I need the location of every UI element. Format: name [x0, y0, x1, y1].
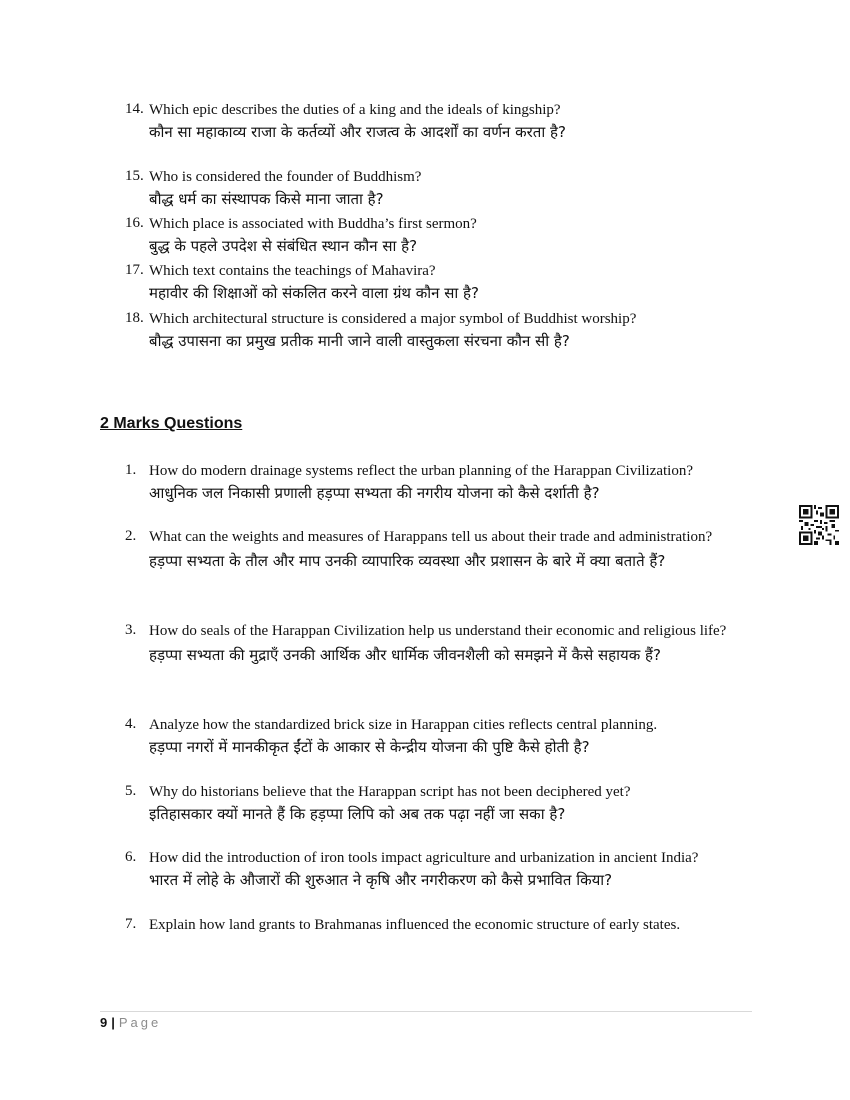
question-text-en: Analyze how the standardized brick size in Harappan cities reflects central planning. — [149, 717, 658, 733]
question-text-hi: कौन सा महाकाव्य राजा के कर्तव्यों और राजत्व के आदर्शों का वर्णन करता है? — [149, 123, 566, 141]
question-text-hi: इतिहासकार क्यों मानते हैं कि हड़प्पा लिपि को अब तक पढ़ा नहीं जा सका है? — [149, 805, 566, 823]
question-2m-4: 4. Analyze how the standardized brick size in Harappan cities reflects central planning. हड़प्पा नगरों में मानकीकृत ईंटों के आकार से केन्द्रीय योजना की पुष्टि कैसे होती है? — [149, 716, 749, 759]
question-text-hi: आधुनिक जल निकासी प्रणाली हड़प्पा सभ्यता की नगरीय योजना को कैसे दर्शाती है? — [149, 484, 600, 502]
question-text-en: What can the weights and measures of Harappans tell us about their trade and administration? — [149, 529, 713, 545]
question-text-en: How do seals of the Harappan Civilization help us understand their economic and religious life? — [149, 623, 727, 639]
footer-separator: | — [111, 1015, 115, 1030]
question-14: 14. Which epic describes the duties of a king and the ideals of kingship? कौन सा महाकाव्य राजा के कर्तव्यों और राजत्व के आदर्शों का वर्णन करता है? — [149, 101, 749, 144]
question-2m-6: 6. How did the introduction of iron tools impact agriculture and urbanization in ancient India? भारत में लोहे के औजारों की शुरुआत ने कृषि और नगरीकरण को कैसे प्रभावित किया? — [149, 849, 749, 892]
question-text-en: Which place is associated with Buddha’s first sermon? — [149, 216, 477, 232]
footer-divider — [100, 1011, 752, 1012]
question-text-en: Which epic describes the duties of a king and the ideals of kingship? — [149, 102, 561, 118]
question-text-hi: हड़प्पा सभ्यता की मुद्राएँ उनकी आर्थिक और धार्मिक जीवनशैली को समझने में कैसे सहायक हैं? — [149, 646, 661, 664]
question-text-en: Which architectural structure is considered a major symbol of Buddhist worship? — [149, 311, 637, 327]
question-18: 18. Which architectural structure is considered a major symbol of Buddhist worship? बौद्ध उपासना का प्रमुख प्रतीक मानी जाने वाली वास्तुकला संरचना कौन सी है? — [149, 310, 749, 353]
question-2m-7: 7. Explain how land grants to Brahmanas influenced the economic structure of early states. — [149, 916, 749, 935]
question-15: 15. Who is considered the founder of Buddhism? बौद्ध धर्म का संस्थापक किसे माना जाता है? — [149, 168, 749, 211]
question-text-en: Why do historians believe that the Harappan script has not been deciphered yet? — [149, 784, 631, 800]
question-text-en: How did the introduction of iron tools impact agriculture and urbanization in ancient India? — [149, 850, 699, 866]
question-text-hi: हड़प्पा सभ्यता के तौल और माप उनकी व्यापारिक व्यवस्था और प्रशासन के बारे में क्या बताते हैं? — [149, 552, 666, 570]
question-text-hi: हड़प्पा नगरों में मानकीकृत ईंटों के आकार से केन्द्रीय योजना की पुष्टि कैसे होती है? — [149, 738, 590, 756]
question-text-en: Explain how land grants to Brahmanas influenced the economic structure of early states. — [149, 917, 681, 933]
question-text-hi: महावीर की शिक्षाओं को संकलित करने वाला ग्रंथ कौन सा है? — [149, 284, 479, 302]
question-2m-5: 5. Why do historians believe that the Harappan script has not been deciphered yet? इतिहासकार क्यों मानते हैं कि हड़प्पा लिपि को अब तक पढ़ा नहीं जा सका है? — [149, 783, 749, 826]
page-number: 9 — [100, 1015, 108, 1030]
question-2m-2: 2. What can the weights and measures of Harappans tell us about their trade and administration? हड़प्पा सभ्यता के तौल और माप उनकी व्यापारिक व्यवस्था और प्रशासन के बारे में क्या बताते हैं? — [149, 528, 749, 575]
question-2m-1: 1. How do modern drainage systems reflect the urban planning of the Harappan Civilization? आधुनिक जल निकासी प्रणाली हड़प्पा सभ्यता की नगरीय योजना को कैसे दर्शाती है? — [149, 462, 749, 505]
page-label: Page — [118, 1015, 162, 1030]
question-text-en: Who is considered the founder of Buddhism? — [149, 169, 422, 185]
page-footer — [100, 1015, 161, 1030]
qr-code-icon — [799, 505, 839, 545]
question-text-hi: बौद्ध धर्म का संस्थापक किसे माना जाता है? — [149, 190, 384, 208]
question-text-en: Which text contains the teachings of Mahavira? — [149, 263, 436, 279]
question-17: 17. Which text contains the teachings of Mahavira? महावीर की शिक्षाओं को संकलित करने वाला ग्रंथ कौन सा है? — [149, 262, 749, 305]
question-2m-3: 3. How do seals of the Harappan Civilization help us understand their economic and religious life? हड़प्पा सभ्यता की मुद्राएँ उनकी आर्थिक और धार्मिक जीवनशैली को समझने में कैसे सहायक हैं? — [149, 622, 749, 669]
question-text-hi: बुद्ध के पहले उपदेश से संबंधित स्थान कौन सा है? — [149, 237, 418, 255]
question-16: 16. Which place is associated with Buddha’s first sermon? बुद्ध के पहले उपदेश से संबंधित स्थान कौन सा है? — [149, 215, 749, 258]
question-text-en: How do modern drainage systems reflect the urban planning of the Harappan Civilization? — [149, 463, 693, 479]
question-text-hi: भारत में लोहे के औजारों की शुरुआत ने कृषि और नगरीकरण को कैसे प्रभावित किया? — [149, 871, 613, 889]
section-heading: 2 Marks Questions — [100, 415, 243, 432]
question-text-hi: बौद्ध उपासना का प्रमुख प्रतीक मानी जाने वाली वास्तुकला संरचना कौन सी है? — [149, 332, 570, 350]
